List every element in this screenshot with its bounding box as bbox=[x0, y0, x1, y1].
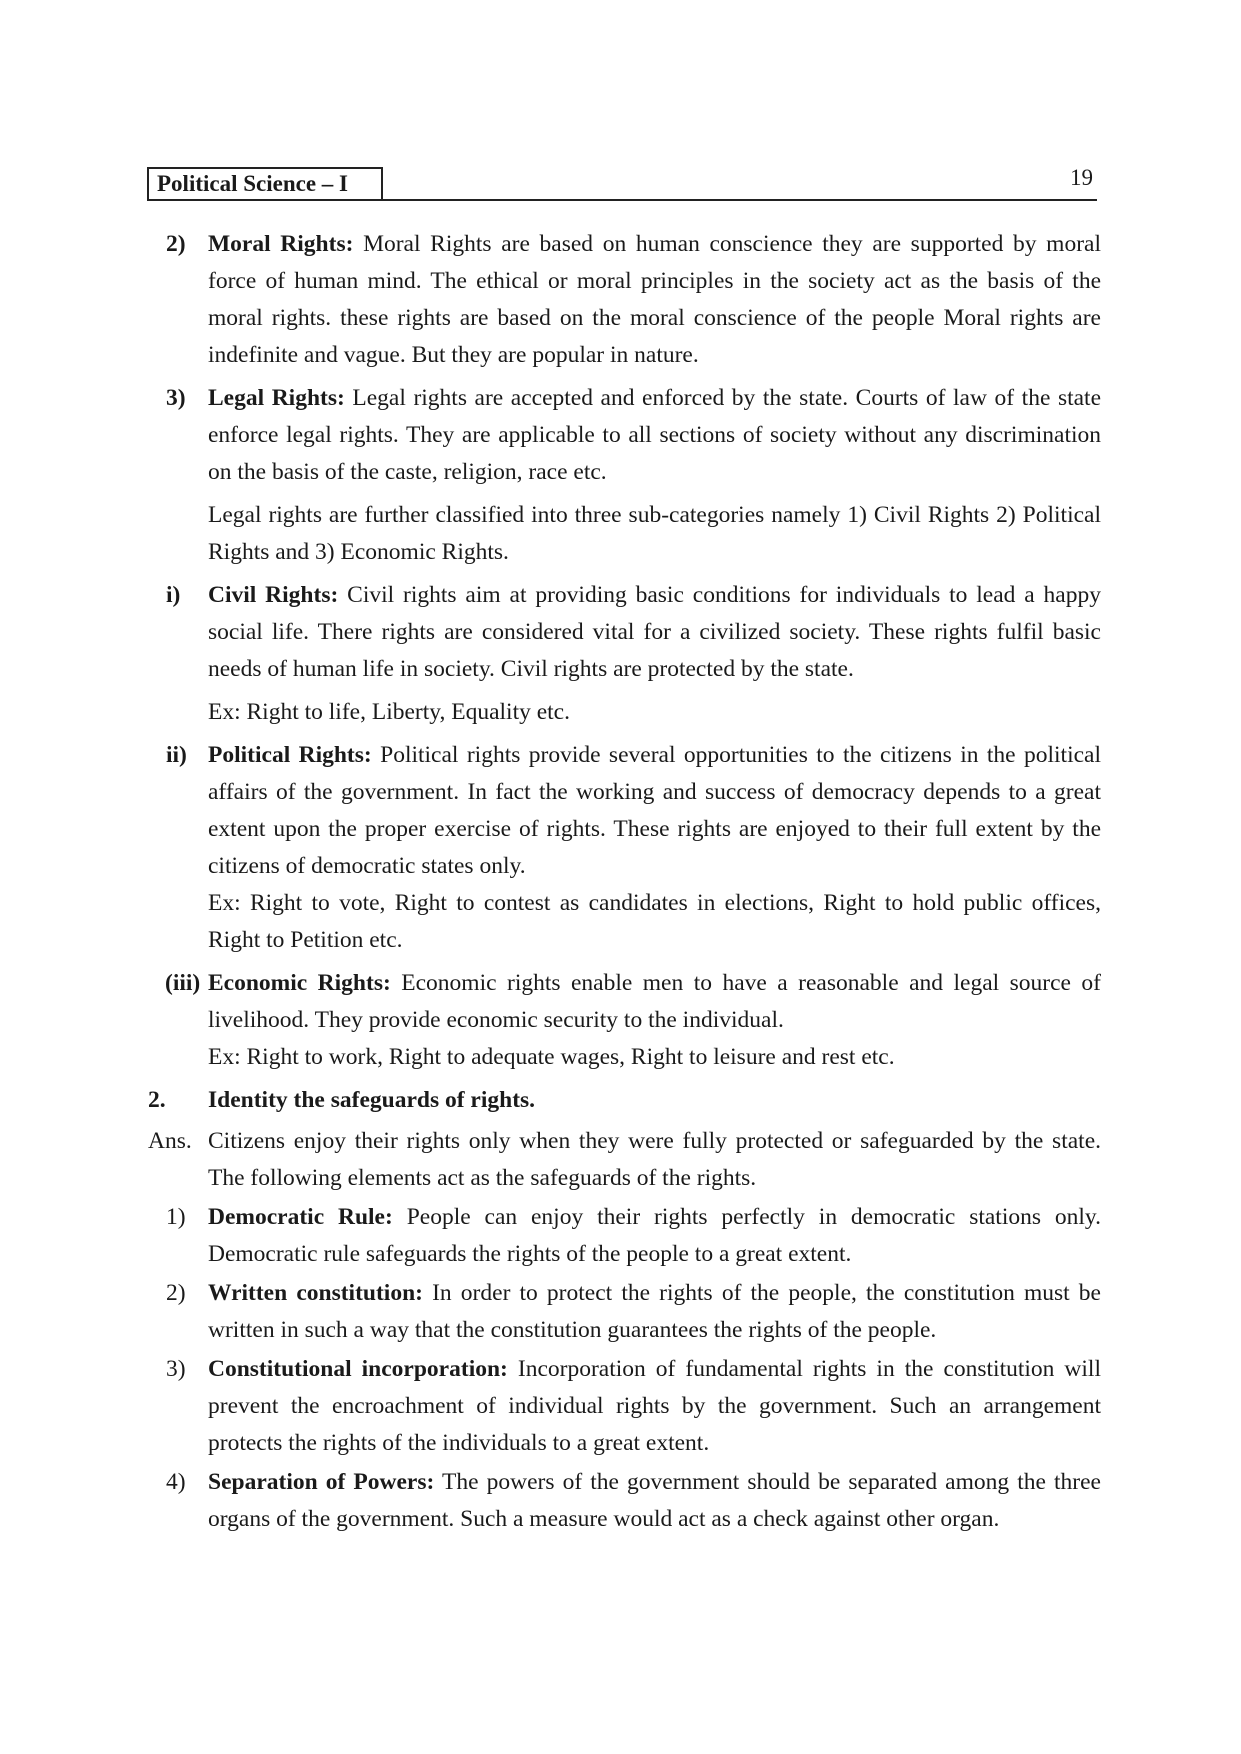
page-number: 19 bbox=[1070, 165, 1093, 190]
question-text: Identity the safeguards of rights. bbox=[208, 1087, 536, 1113]
header-rule bbox=[381, 199, 1097, 201]
item-marker: 4) bbox=[166, 1469, 186, 1495]
item-text: In order to protect the rights of the people, the constitution must be written in such a way that the constitution guarantees the rights of the people. bbox=[208, 1280, 1101, 1343]
item-text: The powers of the government should be separated among the three organs of the government. Such a measure would act as a check against other organ. bbox=[208, 1469, 1101, 1532]
subject-title: Political Science – I bbox=[147, 167, 383, 201]
item-marker: 3) bbox=[166, 1356, 186, 1382]
item-term: Moral Rights: bbox=[208, 231, 354, 257]
question-number: 2. bbox=[148, 1087, 166, 1113]
item-text: Civil rights aim at providing basic conditions for individuals to lead a happy social life. There rights are considered vital for a civilized society. These rights fulfil basic needs of human life in society. Civil rights are protected by the state. bbox=[208, 582, 1101, 682]
list-item-civil-rights bbox=[0, 577, 1101, 688]
item-text: Moral Rights are based on human conscience they are supported by moral force of human mind. The ethical or moral principles in the society act as the basis of the moral rights. these rights are based on the moral conscience of the people Moral rights are indefinite and vague. But they are popular in nature. bbox=[208, 231, 1101, 368]
item-term: Legal Rights: bbox=[208, 385, 345, 411]
page-body bbox=[0, 226, 1241, 1544]
list-item-political-rights bbox=[0, 737, 1101, 885]
list-item-constitutional-incorporation bbox=[0, 1351, 1101, 1462]
item-text: People can enjoy their rights perfectly in democratic stations only. Democratic rule safeguards the rights of the people to a great extent. bbox=[208, 1204, 1101, 1267]
economic-rights-example: Ex: Right to work, Right to adequate wages, Right to leisure and rest etc. bbox=[208, 1044, 895, 1070]
item-term: Economic Rights: bbox=[208, 970, 391, 996]
list-item-legal-rights bbox=[0, 380, 1101, 491]
item-marker: (iii) bbox=[165, 970, 201, 996]
political-rights-example: Ex: Right to vote, Right to contest as candidates in elections, Right to hold public offices, Right to Petition etc. bbox=[208, 890, 1101, 953]
item-marker: 1) bbox=[166, 1204, 186, 1230]
list-item-economic-rights bbox=[0, 965, 1101, 1039]
answer bbox=[0, 1123, 1101, 1197]
list-item-moral-rights bbox=[0, 226, 1101, 374]
item-term: Political Rights: bbox=[208, 742, 372, 768]
item-marker: 3) bbox=[166, 385, 186, 411]
legal-rights-note: Legal rights are further classified into three sub-categories namely 1) Civil Rights 2) Political Rights and 3) Economic Rights. bbox=[208, 502, 1101, 565]
answer-text: Citizens enjoy their rights only when they were fully protected or safeguarded by the state. The following elements act as the safeguards of the rights. bbox=[208, 1128, 1101, 1191]
item-marker: 2) bbox=[166, 231, 186, 257]
item-text: Legal rights are accepted and enforced by the state. Courts of law of the state enforce legal rights. They are applicable to all sections of society without any discrimination on the basis of the caste, religion, race etc. bbox=[208, 385, 1102, 485]
item-text: Incorporation of fundamental rights in the constitution will prevent the encroachment of individual rights by the government. Such an arrangement protects the rights of the individuals to a great extent. bbox=[208, 1356, 1101, 1456]
list-item-democratic-rule bbox=[0, 1199, 1101, 1273]
page-header bbox=[147, 167, 1097, 203]
item-term: Civil Rights: bbox=[208, 582, 339, 608]
civil-rights-example: Ex: Right to life, Liberty, Equality etc. bbox=[208, 699, 570, 725]
list-item-written-constitution bbox=[0, 1275, 1101, 1349]
answer-label: Ans. bbox=[148, 1128, 192, 1154]
item-term: Written constitution: bbox=[208, 1280, 423, 1306]
item-term: Democratic Rule: bbox=[208, 1204, 393, 1230]
item-text: Economic rights enable men to have a reasonable and legal source of livelihood. They provide economic security to the individual. bbox=[208, 970, 1101, 1033]
item-marker: ii) bbox=[166, 742, 187, 768]
item-marker: i) bbox=[166, 582, 181, 608]
item-term: Constitutional incorporation: bbox=[208, 1356, 508, 1382]
item-marker: 2) bbox=[166, 1280, 186, 1306]
item-term: Separation of Powers: bbox=[208, 1469, 435, 1495]
question bbox=[0, 1082, 1101, 1119]
item-text: Political rights provide several opportunities to the citizens in the political affairs of the government. In fact the working and success of democracy depends to a great extent upon the proper exercise of rights. These rights are enjoyed to their full extent by the citizens of democratic states only. bbox=[208, 742, 1101, 879]
list-item-separation-of-powers bbox=[0, 1464, 1101, 1538]
